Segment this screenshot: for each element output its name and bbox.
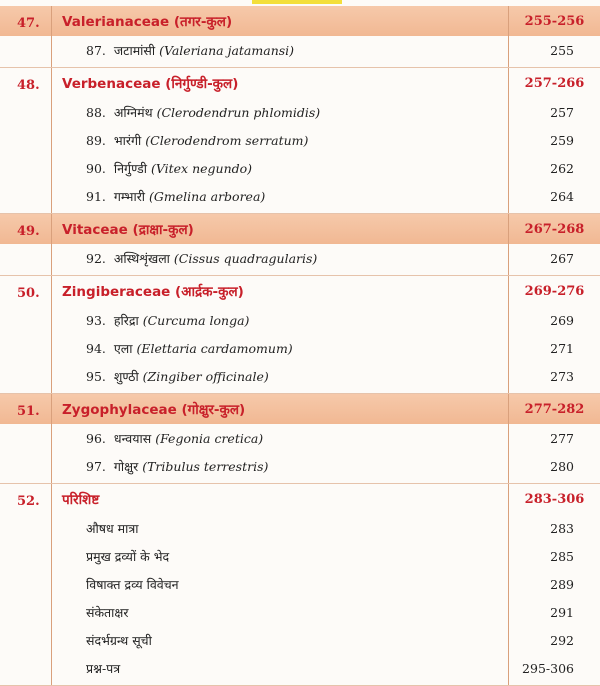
section-content — [52, 214, 508, 275]
list-item — [52, 98, 508, 126]
item-number: 90. — [86, 160, 106, 176]
list-item — [52, 334, 508, 362]
item-page-number: 271 — [550, 340, 574, 356]
item-hindi-name: एला — [113, 340, 133, 356]
item-number: 88. — [86, 104, 106, 120]
item-page-number: 291 — [550, 604, 574, 620]
section-content — [52, 6, 508, 67]
list-item — [52, 36, 508, 64]
toc-section — [0, 276, 600, 394]
item-text — [52, 520, 139, 537]
page-column — [508, 6, 600, 67]
section-number: 48. — [0, 68, 52, 213]
section-number: 47. — [0, 6, 52, 67]
item-text — [52, 458, 268, 475]
page-column — [508, 484, 600, 685]
item-number: 95. — [86, 368, 106, 384]
section-number: 50. — [0, 276, 52, 393]
toc-section — [0, 68, 600, 214]
item-page-number: 277 — [550, 430, 574, 446]
item-text — [52, 104, 320, 121]
family-title: Verbenaceae (निर्गुण्डी-कुल) — [62, 76, 239, 92]
section-page-range: 269-276 — [524, 283, 585, 299]
list-item — [52, 452, 508, 480]
list-item — [52, 244, 508, 272]
item-scientific-name: (Vitex negundo) — [150, 160, 253, 176]
item-text — [52, 632, 152, 649]
item-text — [52, 576, 179, 593]
item-text — [52, 368, 269, 385]
item-page-number: 257 — [550, 104, 574, 120]
item-text — [52, 430, 263, 447]
section-page-range: 283-306 — [524, 491, 585, 507]
section-content — [52, 394, 508, 483]
toc-body — [0, 6, 600, 686]
item-hindi-name: हरिद्रा — [113, 312, 139, 328]
item-page-number: 289 — [550, 576, 574, 592]
item-number: 92. — [86, 250, 106, 266]
toc-section — [0, 394, 600, 484]
list-item — [52, 654, 508, 682]
item-text — [52, 188, 265, 205]
item-scientific-name: (Gmelina arborea) — [149, 188, 266, 204]
item-page-number: 267 — [550, 250, 574, 266]
item-hindi-name: अग्निमंथ — [113, 104, 153, 120]
item-page-number: 255 — [550, 42, 574, 58]
list-item — [52, 126, 508, 154]
item-number: 97. — [86, 458, 106, 474]
item-hindi-name: गोक्षुर — [113, 458, 139, 474]
item-hindi-name: अस्थिशृंखला — [113, 250, 170, 266]
item-hindi-name: औषध मात्रा — [86, 520, 139, 536]
section-page-range: 277-282 — [509, 394, 600, 424]
list-item — [52, 598, 508, 626]
item-scientific-name: (Clerodendrun phlomidis) — [156, 104, 321, 120]
list-item — [52, 306, 508, 334]
page-column — [508, 214, 600, 275]
list-item — [52, 182, 508, 210]
family-title: Zygophylaceae (गोक्षुर-कुल) — [62, 402, 246, 418]
item-text — [52, 132, 308, 149]
page-column — [508, 276, 600, 393]
item-text — [52, 312, 249, 329]
section-content — [52, 484, 508, 685]
toc-section — [0, 484, 600, 686]
item-hindi-name: भारंगी — [113, 132, 142, 148]
item-text — [52, 160, 252, 177]
item-page-number: 280 — [550, 458, 574, 474]
item-page-number: 259 — [550, 132, 574, 148]
item-scientific-name: (Valeriana jatamansi) — [159, 42, 295, 58]
item-page-number: 269 — [550, 312, 574, 328]
section-number: 51. — [0, 394, 52, 483]
item-scientific-name: (Clerodendrom serratum) — [145, 132, 309, 148]
item-page-number: 285 — [550, 548, 574, 564]
family-title: Zingiberaceae (आर्द्रक-कुल) — [62, 284, 244, 300]
item-hindi-name: शुण्ठी — [113, 368, 139, 384]
item-scientific-name: (Tribulus terrestris) — [142, 458, 269, 474]
item-text — [52, 340, 293, 357]
section-content — [52, 276, 508, 393]
list-item — [52, 424, 508, 452]
item-number: 94. — [86, 340, 106, 356]
section-page-range: 257-266 — [524, 75, 585, 91]
item-number: 87. — [86, 42, 106, 58]
section-page-range: 267-268 — [509, 214, 600, 244]
item-text — [52, 660, 120, 677]
family-title: Valerianaceae (तगर-कुल) — [62, 14, 233, 30]
item-hindi-name: प्रश्न-पत्र — [86, 660, 121, 676]
list-item — [52, 154, 508, 182]
section-number: 52. — [0, 484, 52, 685]
family-title: परिशिष्ट — [62, 492, 100, 508]
list-item — [52, 570, 508, 598]
family-title: Vitaceae (द्राक्षा-कुल) — [62, 222, 194, 238]
item-scientific-name: (Fegonia cretica) — [155, 430, 264, 446]
section-heading-row — [52, 484, 508, 514]
list-item — [52, 542, 508, 570]
list-item — [52, 362, 508, 390]
item-hindi-name: संदर्भग्रन्थ सूची — [86, 632, 152, 648]
section-page-range: 255-256 — [509, 6, 600, 36]
item-page-number: 295-306 — [522, 660, 574, 676]
item-hindi-name: निर्गुण्डी — [113, 160, 147, 176]
item-scientific-name: (Zingiber officinale) — [142, 368, 269, 384]
item-hindi-name: धन्वयास — [113, 430, 152, 446]
item-page-number: 273 — [550, 368, 574, 384]
section-content — [52, 68, 508, 213]
item-number: 91. — [86, 188, 106, 204]
section-heading-row — [52, 276, 508, 306]
page-column — [508, 394, 600, 483]
toc-section — [0, 6, 600, 68]
item-scientific-name: (Elettaria cardamomum) — [136, 340, 293, 356]
item-page-number: 292 — [550, 632, 574, 648]
item-hindi-name: प्रमुख द्रव्यों के भेद — [86, 548, 170, 564]
item-page-number: 262 — [550, 160, 574, 176]
list-item — [52, 626, 508, 654]
toc-section — [0, 214, 600, 276]
item-text — [52, 250, 317, 267]
item-hindi-name: गम्भारी — [113, 188, 146, 204]
page-column — [508, 68, 600, 213]
top-strip — [0, 0, 600, 6]
section-heading-row — [52, 68, 508, 98]
item-text — [52, 548, 169, 565]
item-hindi-name: विषाक्त द्रव्य विवेचन — [86, 576, 179, 592]
item-scientific-name: (Curcuma longa) — [142, 312, 250, 328]
item-number: 89. — [86, 132, 106, 148]
item-number: 96. — [86, 430, 106, 446]
item-number: 93. — [86, 312, 106, 328]
item-text — [52, 604, 129, 621]
item-hindi-name: जटामांसी — [113, 42, 156, 58]
section-number: 49. — [0, 214, 52, 275]
item-page-number: 264 — [550, 188, 574, 204]
item-page-number: 283 — [550, 520, 574, 536]
item-scientific-name: (Cissus quadragularis) — [173, 250, 318, 266]
list-item — [52, 514, 508, 542]
section-heading-row — [52, 6, 508, 36]
section-heading-row — [52, 394, 508, 424]
section-heading-row — [52, 214, 508, 244]
item-hindi-name: संकेताक्षर — [86, 604, 129, 620]
item-text — [52, 42, 294, 59]
